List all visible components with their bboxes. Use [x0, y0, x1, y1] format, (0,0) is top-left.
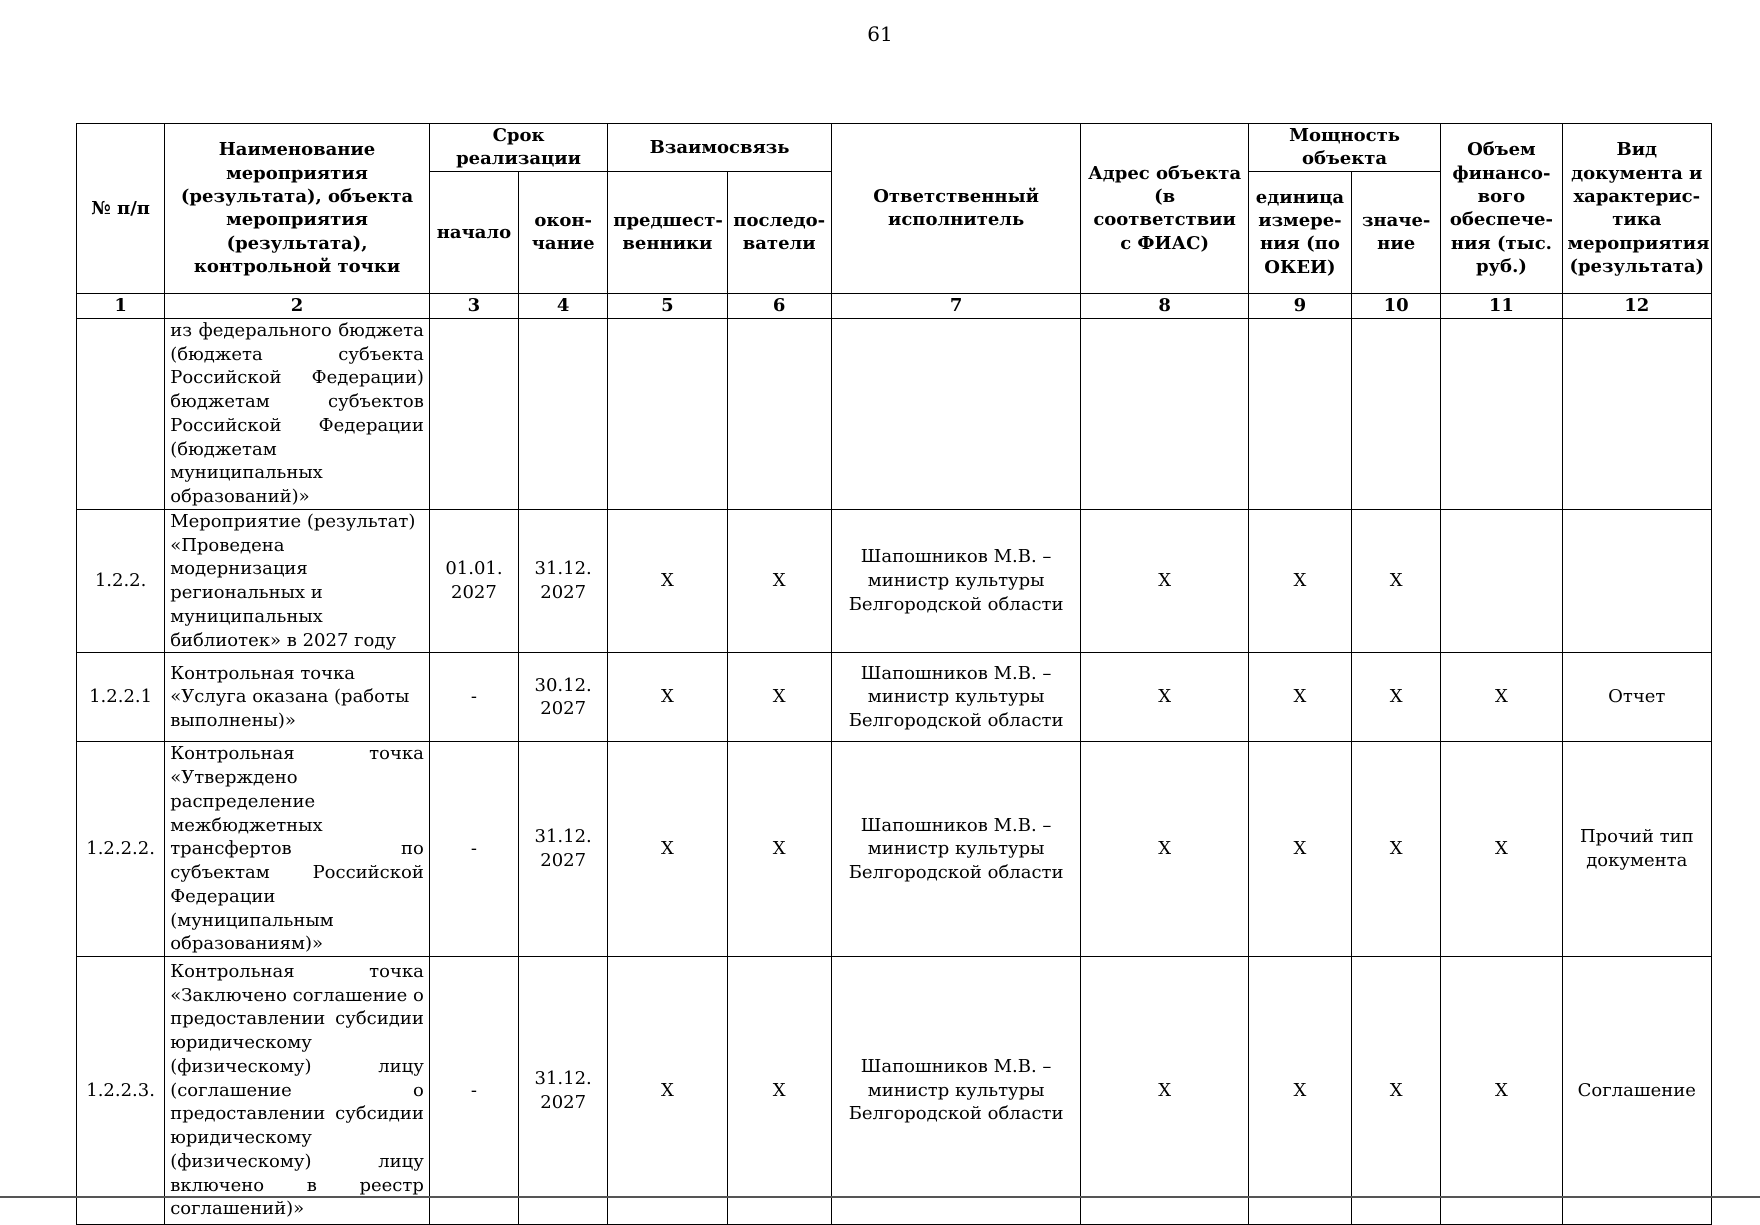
- row-value: Х: [1352, 742, 1441, 957]
- row-doc: [1562, 318, 1711, 509]
- bottom-rule: [0, 1196, 1760, 1198]
- column-number: 5: [608, 293, 727, 318]
- row-unit: Х: [1248, 653, 1351, 742]
- table-row: [77, 742, 1712, 957]
- row-prev: Х: [608, 957, 727, 1225]
- column-number: 8: [1081, 293, 1248, 318]
- row-executor: [831, 318, 1081, 509]
- plan-table: [76, 123, 1712, 1225]
- row-finance: [1441, 509, 1562, 653]
- row-name: Контрольная точка «Услуга оказана (работы выполнены)»: [165, 653, 430, 742]
- column-number: 2: [165, 293, 430, 318]
- row-unit: Х: [1248, 742, 1351, 957]
- row-next: Х: [727, 653, 831, 742]
- header-term-end: окон-чание: [519, 171, 608, 293]
- row-prev: Х: [608, 509, 727, 653]
- table-row: [77, 509, 1712, 653]
- row-value: Х: [1352, 653, 1441, 742]
- row-value: [1352, 318, 1441, 509]
- table-row: [77, 957, 1712, 1225]
- header-no: № п/п: [77, 124, 165, 294]
- column-number: 4: [519, 293, 608, 318]
- row-unit: Х: [1248, 957, 1351, 1225]
- row-next: [727, 318, 831, 509]
- row-value: Х: [1352, 509, 1441, 653]
- row-end: [519, 318, 608, 509]
- row-next: Х: [727, 957, 831, 1225]
- row-start: 01.01. 2027: [429, 509, 518, 653]
- row-number: [77, 318, 165, 509]
- row-unit: [1248, 318, 1351, 509]
- row-prev: Х: [608, 742, 727, 957]
- header-finance: Объем финансо-вого обеспече-ния (тыс. руб.): [1441, 124, 1562, 294]
- row-start: [429, 318, 518, 509]
- row-unit: Х: [1248, 509, 1351, 653]
- row-prev: [608, 318, 727, 509]
- header-executor: Ответственный исполнитель: [831, 124, 1081, 294]
- row-executor: Шапошников М.В. – министр культуры Белгородской области: [831, 653, 1081, 742]
- column-number: 11: [1441, 293, 1562, 318]
- row-address: Х: [1081, 957, 1248, 1225]
- row-number: 1.2.2.1: [77, 653, 165, 742]
- header-name: Наименование мероприятия (результата), объекта мероприятия (результата), контрольной точки: [165, 124, 430, 294]
- row-address: [1081, 318, 1248, 509]
- row-finance: Х: [1441, 653, 1562, 742]
- header-unit: единица измере-ния (по ОКЕИ): [1248, 171, 1351, 293]
- header-link-prev: предшест-венники: [608, 171, 727, 293]
- row-address: Х: [1081, 742, 1248, 957]
- row-prev: Х: [608, 653, 727, 742]
- row-finance: Х: [1441, 957, 1562, 1225]
- column-number: 3: [429, 293, 518, 318]
- row-value: Х: [1352, 957, 1441, 1225]
- row-name: Контрольная точка «Утверждено распределение межбюджетных трансфертов по субъектам Российской Федерации (муниципальным образованиям)»: [165, 742, 430, 957]
- column-number: 9: [1248, 293, 1351, 318]
- row-start: -: [429, 742, 518, 957]
- row-end: 31.12. 2027: [519, 742, 608, 957]
- page-number: 61: [867, 22, 893, 46]
- column-number: 6: [727, 293, 831, 318]
- row-executor: Шапошников М.В. – министр культуры Белгородской области: [831, 509, 1081, 653]
- row-name: из федерального бюджета (бюджета субъекта Российской Федерации) бюджетам субъектов Российской Федерации (бюджетам муниципальных образований)»: [165, 318, 430, 509]
- row-number: 1.2.2.: [77, 509, 165, 653]
- table-row: [77, 653, 1712, 742]
- row-next: Х: [727, 509, 831, 653]
- row-name: Контрольная точка «Заключено соглашение о предоставлении субсидии юридическому (физическому) лицу (соглашение о предоставлении субсидии юридическому (физическому) лицу включено в реестр соглашений)»: [165, 957, 430, 1225]
- row-number: 1.2.2.3.: [77, 957, 165, 1225]
- row-finance: Х: [1441, 742, 1562, 957]
- row-start: -: [429, 957, 518, 1225]
- header-capacity: Мощность объекта: [1248, 124, 1440, 172]
- column-number: 12: [1562, 293, 1711, 318]
- header-term: Срок реализации: [429, 124, 607, 172]
- row-doc: Отчет: [1562, 653, 1711, 742]
- row-end: 30.12. 2027: [519, 653, 608, 742]
- row-name: Мероприятие (результат) «Проведена модернизация региональных и муниципальных библиотек» в 2027 году: [165, 509, 430, 653]
- row-doc: Соглашение: [1562, 957, 1711, 1225]
- row-next: Х: [727, 742, 831, 957]
- row-end: 31.12. 2027: [519, 509, 608, 653]
- header-link-next: последо-ватели: [727, 171, 831, 293]
- row-start: -: [429, 653, 518, 742]
- column-number: 10: [1352, 293, 1441, 318]
- row-finance: [1441, 318, 1562, 509]
- column-number: 1: [77, 293, 165, 318]
- row-address: Х: [1081, 653, 1248, 742]
- row-number: 1.2.2.2.: [77, 742, 165, 957]
- column-number-row: [77, 293, 1712, 318]
- column-number: 7: [831, 293, 1081, 318]
- header-term-start: начало: [429, 171, 518, 293]
- header-doc: Вид документа и характерис-тика мероприятия (результата): [1562, 124, 1711, 294]
- table-row: [77, 318, 1712, 509]
- row-executor: Шапошников М.В. – министр культуры Белгородской области: [831, 742, 1081, 957]
- row-end: 31.12. 2027: [519, 957, 608, 1225]
- header-link: Взаимосвязь: [608, 124, 832, 172]
- row-doc: Прочий тип документа: [1562, 742, 1711, 957]
- header-address: Адрес объекта (в соответствии с ФИАС): [1081, 124, 1248, 294]
- row-executor: Шапошников М.В. – министр культуры Белгородской области: [831, 957, 1081, 1225]
- header-value: значе-ние: [1352, 171, 1441, 293]
- row-doc: [1562, 509, 1711, 653]
- row-address: Х: [1081, 509, 1248, 653]
